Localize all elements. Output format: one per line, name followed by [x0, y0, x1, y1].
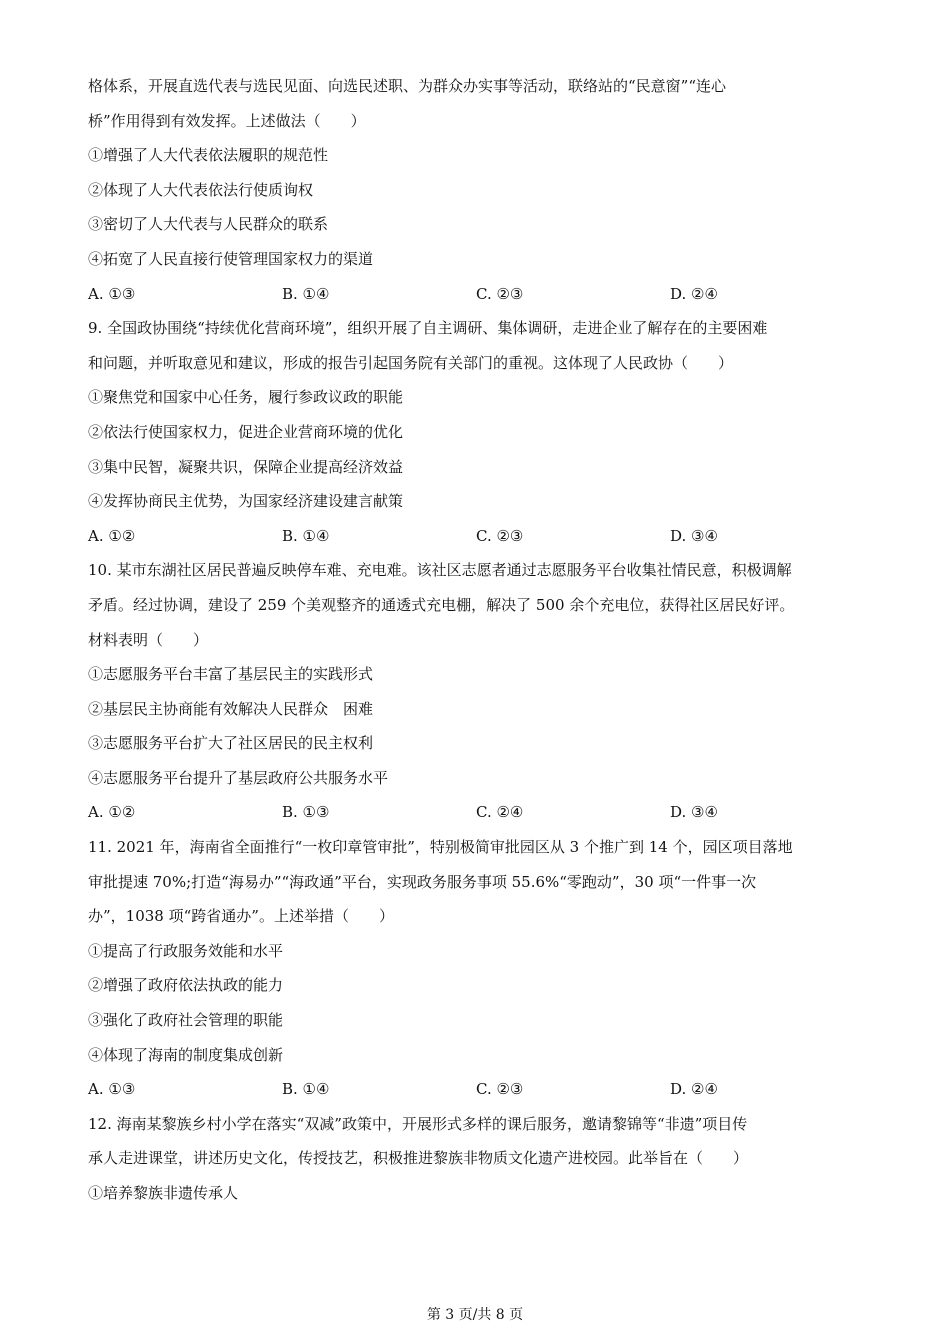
- option-b: B. ①③: [282, 803, 330, 822]
- question-stem: 和问题，并听取意见和建议，形成的报告引起国务院有关部门的重视。这体现了人民政协（ ）: [88, 353, 734, 372]
- question-stem: 10. 某市东湖社区居民普遍反映停车难、充电难。该社区志愿者通过志愿服务平台收集社情民意，积极调解: [88, 561, 792, 580]
- question-8: [88, 74, 868, 316]
- question-stem: 办”，1038 项“跨省通办”。上述举措（ ）: [88, 907, 394, 926]
- statement-item: ①志愿服务平台丰富了基层民主的实践形式: [88, 665, 374, 684]
- statement-item: ④体现了海南的制度集成创新: [88, 1045, 284, 1064]
- statement-item: ①培养黎族非遗传承人: [88, 1184, 239, 1202]
- question-stem: 9. 全国政协围绕“持续优化营商环境”，组织开展了自主调研、集体调研，走进企业了解存在的主要困难: [88, 319, 768, 338]
- answer-options: [88, 282, 868, 317]
- question-11: [88, 835, 868, 1112]
- statement-item: ②基层民主协商能有效解决人民群众 困难: [88, 699, 374, 718]
- answer-options: [88, 524, 868, 559]
- option-b: B. ①④: [282, 284, 330, 303]
- question-9: [88, 316, 868, 558]
- statement-item: ①增强了人大代表依法履职的规范性: [88, 146, 329, 165]
- document-page: [88, 74, 868, 1216]
- statement-item: ④志愿服务平台提升了基层政府公共服务水平: [88, 768, 389, 787]
- option-c: C. ②③: [476, 1080, 524, 1099]
- option-a: A. ①②: [88, 803, 136, 822]
- statement-item: ①提高了行政服务效能和水平: [88, 941, 284, 960]
- question-stem: 承人走进课堂，讲述历史文化，传授技艺，积极推进黎族非物质文化遗产进校园。此举旨在（ ）: [88, 1149, 749, 1168]
- question-stem: 材料表明（ ）: [88, 630, 209, 649]
- statement-item: ④发挥协商民主优势，为国家经济建设建言献策: [88, 492, 404, 511]
- question-stem: 12. 海南某黎族乡村小学在落实“双减”政策中，开展形式多样的课后服务，邀请黎锦等“非遗”项目传: [88, 1114, 748, 1133]
- statement-item: ③强化了政府社会管理的职能: [88, 1011, 284, 1030]
- question-stem: 格体系，开展直选代表与选民见面、向选民述职、为群众办实事等活动，联络站的“民意窗”“连心: [88, 77, 727, 95]
- statement-item: ②体现了人大代表依法行使质询权: [88, 180, 314, 199]
- option-d: D. ②④: [670, 284, 718, 303]
- page-number: 第 3 页/共 8 页: [426, 1307, 524, 1323]
- question-stem: 11. 2021 年，海南省全面推行“一枚印章管审批”，特别极简审批园区从 3 个推广到 14 个，园区项目落地: [88, 838, 793, 857]
- option-c: C. ②④: [476, 803, 524, 822]
- option-a: A. ①②: [88, 526, 136, 545]
- option-c: C. ②③: [476, 526, 524, 545]
- statement-item: ③集中民智，凝聚共识，保障企业提高经济效益: [88, 457, 404, 476]
- question-10: [88, 558, 868, 835]
- option-a: A. ①③: [88, 1080, 136, 1099]
- question-12: [88, 1112, 868, 1216]
- option-d: D. ③④: [670, 526, 718, 545]
- option-a: A. ①③: [88, 284, 136, 303]
- question-stem: 审批提速 70%;打造“海易办”“海政通”平台，实现政务服务事项 55.6%“零跑动”，30 项“一件事一次: [88, 872, 757, 891]
- statement-item: ③密切了人大代表与人民群众的联系: [88, 215, 329, 234]
- question-stem: 矛盾。经过协调，建设了 259 个美观整齐的通透式充电棚，解决了 500 余个充电位，获得社区居民好评。: [88, 595, 795, 614]
- statement-item: ②依法行使国家权力，促进企业营商环境的优化: [88, 422, 404, 441]
- statement-item: ①聚焦党和国家中心任务，履行参政议政的职能: [88, 388, 404, 407]
- question-stem: 桥”作用得到有效发挥。上述做法（ ）: [88, 111, 366, 130]
- option-b: B. ①④: [282, 526, 330, 545]
- option-d: D. ③④: [670, 803, 718, 822]
- statement-item: ②增强了政府依法执政的能力: [88, 976, 284, 995]
- answer-options: [88, 1077, 868, 1112]
- option-d: D. ②④: [670, 1080, 718, 1099]
- option-c: C. ②③: [476, 284, 524, 303]
- answer-options: [88, 800, 868, 835]
- option-b: B. ①④: [282, 1080, 330, 1099]
- statement-item: ③志愿服务平台扩大了社区居民的民主权利: [88, 734, 374, 753]
- statement-item: ④拓宽了人民直接行使管理国家权力的渠道: [88, 249, 374, 268]
